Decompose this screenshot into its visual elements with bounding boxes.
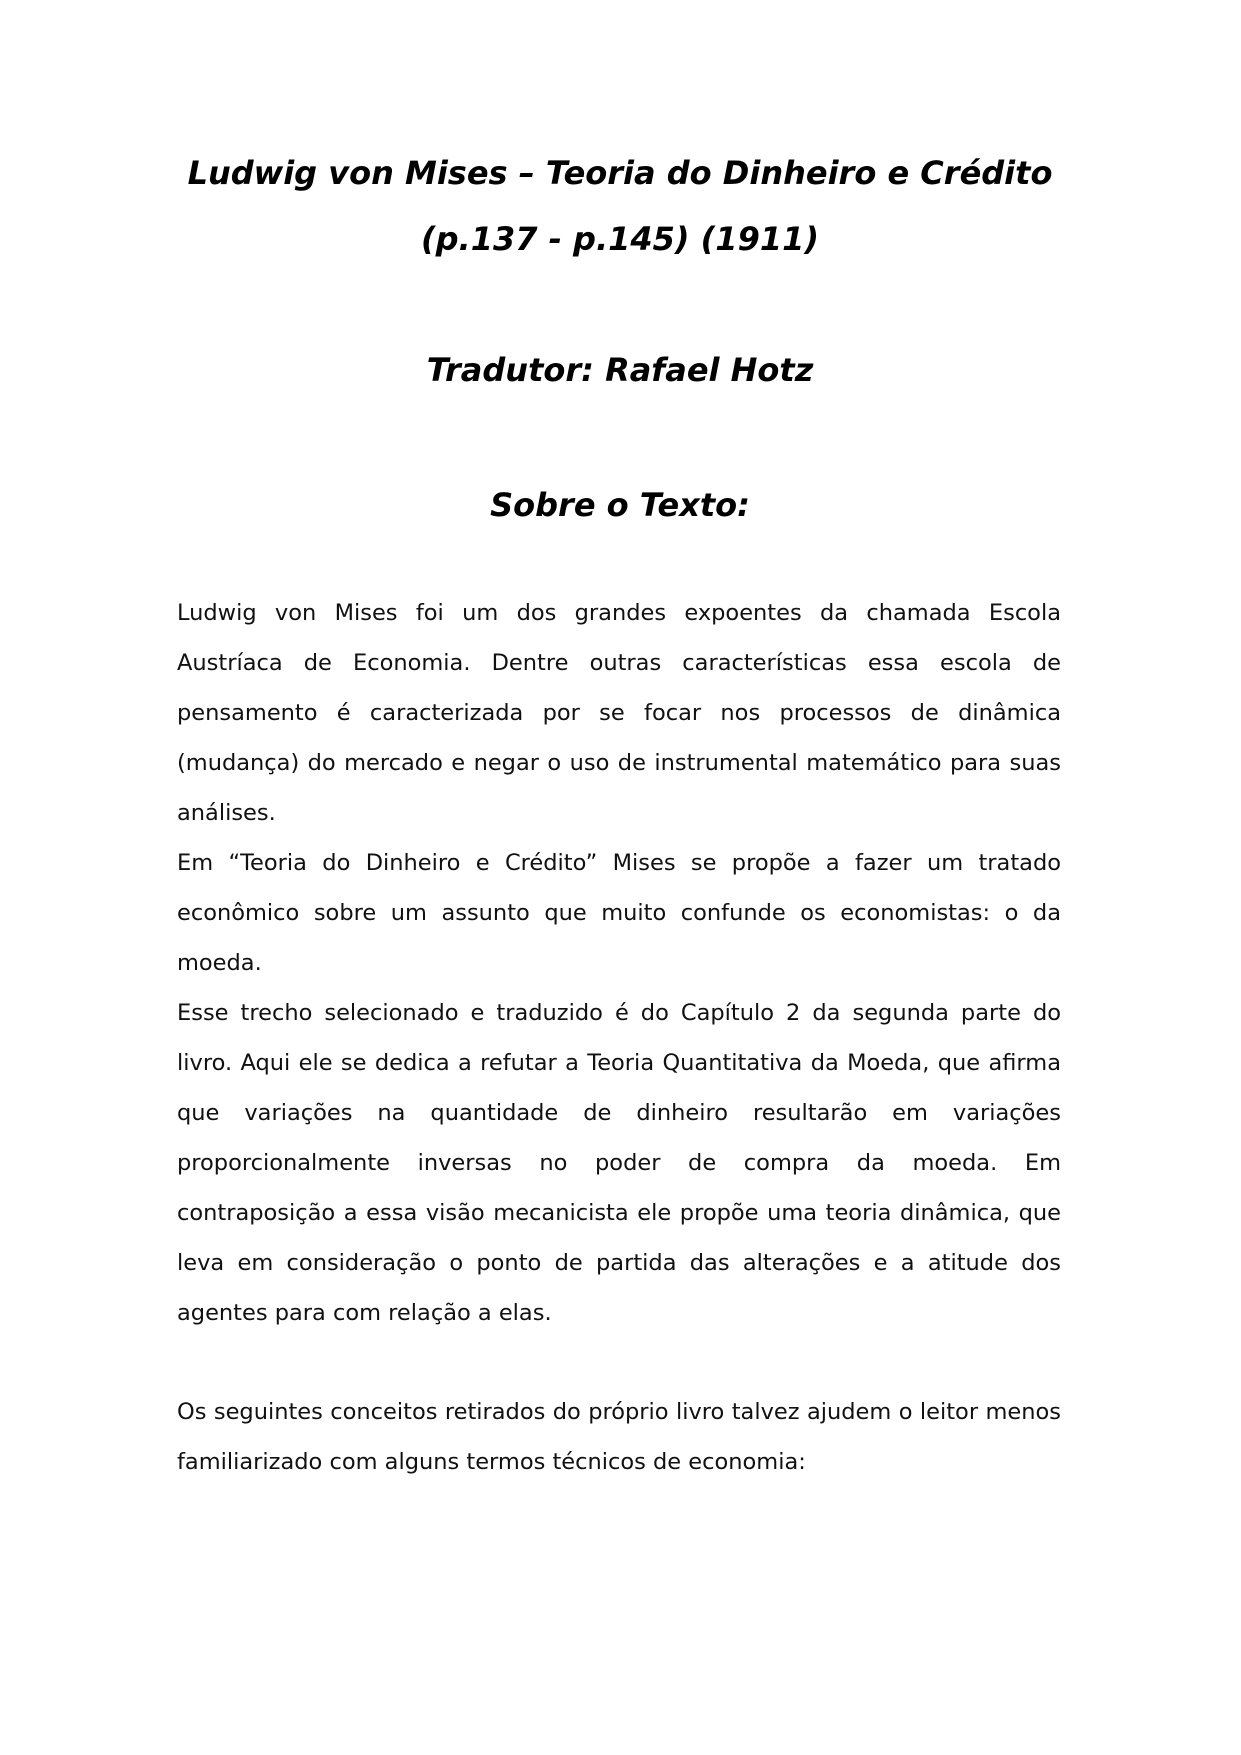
body-paragraph-3: Esse trecho selecionado e traduzido é do Capítulo 2 da segunda parte do livro. Aqui ele se dedica a refutar a Teoria Quantitativa da Moeda, que afirma que variações na quantidade de dinheiro resultarão em variações proporcionalmente inversas no poder de compra da moeda. Em contraposição a essa visão mecanicista ele propõe uma teoria dinâmica, que leva em consideração o ponto de partida das alterações e a atitude dos agentes para com relação a elas. xyxy=(177,1000,1061,1326)
body-paragraph-2: Em “Teoria do Dinheiro e Crédito” Mises se propõe a fazer um tratado econômico sobre um assunto que muito confunde os economistas: o da moeda. xyxy=(177,850,1061,976)
translator-credit: Tradutor: Rafael Hotz xyxy=(426,351,814,389)
document-title: Ludwig von Mises – Teoria do Dinheiro e Crédito (p.137 - p.145) (1911) xyxy=(187,154,1053,258)
section-heading: Sobre o Texto: xyxy=(490,486,750,524)
body-paragraph-4: Os seguintes conceitos retirados do próprio livro talvez ajudem o leitor menos familiarizado com alguns termos técnicos de economia: xyxy=(177,1399,1061,1475)
body-paragraph-1: Ludwig von Mises foi um dos grandes expoentes da chamada Escola Austríaca de Economia. Dentre outras características essa escola de pensamento é caracterizada por se focar nos processos de dinâmica (mudança) do mercado e negar o uso de instrumental matemático para suas análises. xyxy=(177,600,1061,826)
